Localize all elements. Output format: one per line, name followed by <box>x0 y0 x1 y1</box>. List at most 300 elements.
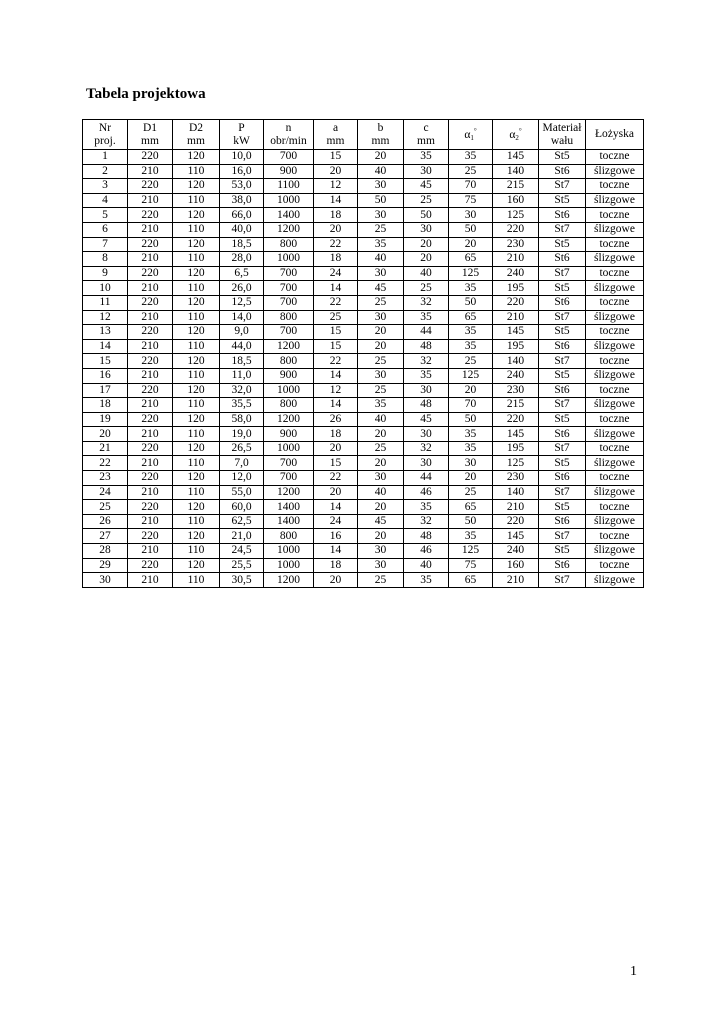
cell-bearings: toczne <box>586 471 644 486</box>
cell-alpha1: 25 <box>449 164 493 179</box>
cell-material: St7 <box>539 179 586 194</box>
cell-power: 55,0 <box>220 485 264 500</box>
header-rpm <box>264 120 314 150</box>
cell-bearings: ślizgowe <box>586 252 644 267</box>
cell-nr: 17 <box>83 383 128 398</box>
cell-d1: 210 <box>128 339 173 354</box>
cell-alpha2: 215 <box>493 398 539 413</box>
header-label: D1 <box>142 121 158 134</box>
cell-bearings: ślizgowe <box>586 485 644 500</box>
header-label-2: wału <box>550 134 574 147</box>
cell-material: St5 <box>539 544 586 559</box>
cell-alpha2: 210 <box>493 310 539 325</box>
table-row <box>83 500 644 515</box>
cell-nr: 27 <box>83 529 128 544</box>
cell-b: 25 <box>358 295 404 310</box>
cell-alpha1: 70 <box>449 398 493 413</box>
cell-nr: 22 <box>83 456 128 471</box>
cell-rpm: 700 <box>264 325 314 340</box>
header-label: b <box>377 121 384 134</box>
cell-a: 22 <box>314 354 358 369</box>
table-row <box>83 266 644 281</box>
cell-rpm: 800 <box>264 310 314 325</box>
header-nr-proj <box>83 120 128 150</box>
cell-a: 26 <box>314 412 358 427</box>
cell-power: 26,0 <box>220 281 264 296</box>
cell-d2: 120 <box>173 500 220 515</box>
cell-d2: 110 <box>173 339 220 354</box>
cell-nr: 23 <box>83 471 128 486</box>
cell-material: St6 <box>539 339 586 354</box>
table-row <box>83 150 644 165</box>
cell-nr: 19 <box>83 412 128 427</box>
cell-a: 24 <box>314 266 358 281</box>
cell-power: 35,5 <box>220 398 264 413</box>
cell-alpha1: 35 <box>449 325 493 340</box>
cell-d2: 120 <box>173 529 220 544</box>
cell-bearings: ślizgowe <box>586 281 644 296</box>
cell-b: 30 <box>358 368 404 383</box>
cell-d1: 210 <box>128 310 173 325</box>
cell-bearings: ślizgowe <box>586 193 644 208</box>
cell-material: St5 <box>539 368 586 383</box>
cell-alpha2: 160 <box>493 193 539 208</box>
cell-a: 18 <box>314 252 358 267</box>
cell-bearings: ślizgowe <box>586 368 644 383</box>
cell-rpm: 1000 <box>264 441 314 456</box>
cell-alpha2: 240 <box>493 266 539 281</box>
cell-alpha1: 50 <box>449 514 493 529</box>
cell-d2: 110 <box>173 485 220 500</box>
cell-bearings: toczne <box>586 354 644 369</box>
cell-c: 46 <box>404 485 449 500</box>
cell-rpm: 1200 <box>264 339 314 354</box>
cell-power: 9,0 <box>220 325 264 340</box>
cell-material: St7 <box>539 354 586 369</box>
cell-d2: 120 <box>173 471 220 486</box>
cell-a: 14 <box>314 544 358 559</box>
cell-d1: 210 <box>128 281 173 296</box>
cell-c: 35 <box>404 573 449 588</box>
cell-material: St7 <box>539 529 586 544</box>
cell-c: 44 <box>404 471 449 486</box>
cell-c: 30 <box>404 164 449 179</box>
cell-rpm: 800 <box>264 398 314 413</box>
cell-nr: 3 <box>83 179 128 194</box>
cell-rpm: 700 <box>264 456 314 471</box>
cell-power: 38,0 <box>220 193 264 208</box>
cell-alpha2: 140 <box>493 164 539 179</box>
table-row <box>83 222 644 237</box>
cell-d2: 120 <box>173 441 220 456</box>
cell-b: 45 <box>358 281 404 296</box>
cell-d1: 220 <box>128 325 173 340</box>
header-alpha2 <box>493 120 539 150</box>
cell-d2: 120 <box>173 150 220 165</box>
cell-alpha1: 75 <box>449 193 493 208</box>
cell-alpha2: 210 <box>493 500 539 515</box>
cell-material: St6 <box>539 295 586 310</box>
cell-rpm: 700 <box>264 281 314 296</box>
cell-rpm: 1400 <box>264 514 314 529</box>
cell-nr: 8 <box>83 252 128 267</box>
header-label: Łożyska <box>595 128 634 140</box>
cell-alpha1: 65 <box>449 573 493 588</box>
cell-d2: 120 <box>173 558 220 573</box>
cell-d2: 120 <box>173 208 220 223</box>
cell-b: 35 <box>358 398 404 413</box>
cell-d2: 110 <box>173 573 220 588</box>
table-row <box>83 529 644 544</box>
cell-b: 40 <box>358 485 404 500</box>
cell-c: 50 <box>404 208 449 223</box>
cell-bearings: toczne <box>586 208 644 223</box>
cell-a: 14 <box>314 398 358 413</box>
cell-b: 30 <box>358 471 404 486</box>
header-d1 <box>128 120 173 150</box>
cell-material: St7 <box>539 222 586 237</box>
cell-a: 20 <box>314 164 358 179</box>
cell-d2: 110 <box>173 164 220 179</box>
cell-power: 6,5 <box>220 266 264 281</box>
cell-alpha2: 145 <box>493 427 539 442</box>
cell-d1: 220 <box>128 441 173 456</box>
table-row <box>83 368 644 383</box>
cell-c: 35 <box>404 368 449 383</box>
cell-nr: 26 <box>83 514 128 529</box>
cell-power: 7,0 <box>220 456 264 471</box>
cell-bearings: ślizgowe <box>586 164 644 179</box>
cell-nr: 1 <box>83 150 128 165</box>
cell-d1: 220 <box>128 295 173 310</box>
cell-d1: 210 <box>128 485 173 500</box>
cell-c: 48 <box>404 339 449 354</box>
cell-bearings: toczne <box>586 383 644 398</box>
cell-b: 30 <box>358 558 404 573</box>
cell-alpha1: 20 <box>449 471 493 486</box>
cell-power: 12,5 <box>220 295 264 310</box>
cell-material: St5 <box>539 456 586 471</box>
cell-a: 20 <box>314 222 358 237</box>
header-unit: mm <box>141 134 159 147</box>
header-a <box>314 120 358 150</box>
cell-b: 30 <box>358 544 404 559</box>
cell-b: 35 <box>358 237 404 252</box>
cell-d2: 110 <box>173 427 220 442</box>
header-unit: proj. <box>94 134 116 147</box>
table-row <box>83 456 644 471</box>
cell-b: 20 <box>358 500 404 515</box>
table-row <box>83 573 644 588</box>
cell-b: 30 <box>358 179 404 194</box>
table-row <box>83 471 644 486</box>
cell-c: 30 <box>404 456 449 471</box>
cell-nr: 15 <box>83 354 128 369</box>
cell-c: 45 <box>404 179 449 194</box>
cell-material: St6 <box>539 427 586 442</box>
table-row <box>83 325 644 340</box>
cell-a: 14 <box>314 500 358 515</box>
cell-a: 15 <box>314 325 358 340</box>
cell-alpha1: 65 <box>449 252 493 267</box>
cell-alpha1: 50 <box>449 295 493 310</box>
cell-bearings: ślizgowe <box>586 514 644 529</box>
cell-alpha2: 215 <box>493 179 539 194</box>
cell-c: 35 <box>404 500 449 515</box>
cell-a: 15 <box>314 456 358 471</box>
cell-bearings: toczne <box>586 558 644 573</box>
table-row <box>83 354 644 369</box>
cell-d2: 110 <box>173 281 220 296</box>
cell-alpha1: 125 <box>449 544 493 559</box>
table-row <box>83 441 644 456</box>
cell-rpm: 800 <box>264 237 314 252</box>
table-row <box>83 310 644 325</box>
table-row <box>83 193 644 208</box>
cell-rpm: 900 <box>264 427 314 442</box>
cell-b: 20 <box>358 325 404 340</box>
cell-rpm: 1000 <box>264 252 314 267</box>
cell-power: 11,0 <box>220 368 264 383</box>
cell-c: 32 <box>404 514 449 529</box>
cell-bearings: toczne <box>586 295 644 310</box>
cell-b: 20 <box>358 150 404 165</box>
table-row <box>83 383 644 398</box>
cell-d2: 110 <box>173 252 220 267</box>
cell-power: 18,5 <box>220 237 264 252</box>
cell-bearings: toczne <box>586 237 644 252</box>
cell-rpm: 700 <box>264 150 314 165</box>
cell-nr: 16 <box>83 368 128 383</box>
cell-d2: 110 <box>173 456 220 471</box>
cell-d1: 220 <box>128 500 173 515</box>
cell-b: 25 <box>358 441 404 456</box>
cell-d1: 220 <box>128 471 173 486</box>
cell-d2: 120 <box>173 179 220 194</box>
table-row <box>83 558 644 573</box>
cell-material: St7 <box>539 310 586 325</box>
cell-bearings: toczne <box>586 441 644 456</box>
cell-b: 25 <box>358 573 404 588</box>
cell-bearings: ślizgowe <box>586 456 644 471</box>
cell-c: 40 <box>404 558 449 573</box>
cell-d1: 220 <box>128 354 173 369</box>
cell-nr: 9 <box>83 266 128 281</box>
cell-bearings: ślizgowe <box>586 573 644 588</box>
cell-d1: 220 <box>128 266 173 281</box>
table-row <box>83 237 644 252</box>
header-unit: mm <box>371 134 390 147</box>
header-b <box>358 120 404 150</box>
alpha2-symbol: $\alpha_2^\circ$ <box>509 126 522 142</box>
cell-rpm: 700 <box>264 266 314 281</box>
cell-nr: 12 <box>83 310 128 325</box>
cell-power: 30,5 <box>220 573 264 588</box>
cell-bearings: toczne <box>586 500 644 515</box>
table-row <box>83 208 644 223</box>
header-c <box>404 120 449 150</box>
cell-d1: 220 <box>128 412 173 427</box>
cell-power: 21,0 <box>220 529 264 544</box>
cell-material: St7 <box>539 485 586 500</box>
cell-alpha1: 20 <box>449 237 493 252</box>
cell-alpha2: 240 <box>493 368 539 383</box>
cell-d1: 220 <box>128 383 173 398</box>
cell-a: 22 <box>314 237 358 252</box>
cell-alpha1: 35 <box>449 529 493 544</box>
cell-alpha2: 145 <box>493 325 539 340</box>
cell-rpm: 1000 <box>264 544 314 559</box>
cell-power: 32,0 <box>220 383 264 398</box>
cell-power: 40,0 <box>220 222 264 237</box>
cell-d1: 210 <box>128 252 173 267</box>
cell-d2: 110 <box>173 310 220 325</box>
cell-b: 45 <box>358 514 404 529</box>
cell-alpha2: 220 <box>493 295 539 310</box>
cell-b: 20 <box>358 456 404 471</box>
cell-alpha1: 50 <box>449 222 493 237</box>
cell-d1: 210 <box>128 514 173 529</box>
cell-power: 26,5 <box>220 441 264 456</box>
cell-alpha2: 195 <box>493 281 539 296</box>
cell-alpha1: 25 <box>449 485 493 500</box>
cell-c: 35 <box>404 150 449 165</box>
cell-d2: 110 <box>173 514 220 529</box>
design-table <box>82 119 644 588</box>
table-header <box>83 120 644 150</box>
cell-c: 30 <box>404 222 449 237</box>
page-number: 1 <box>630 964 637 979</box>
cell-nr: 28 <box>83 544 128 559</box>
cell-a: 14 <box>314 368 358 383</box>
cell-material: St5 <box>539 281 586 296</box>
cell-material: St6 <box>539 514 586 529</box>
cell-power: 19,0 <box>220 427 264 442</box>
cell-rpm: 700 <box>264 471 314 486</box>
cell-alpha1: 35 <box>449 281 493 296</box>
cell-power: 60,0 <box>220 500 264 515</box>
cell-nr: 6 <box>83 222 128 237</box>
header-unit: obr/min <box>270 134 307 147</box>
header-unit: mm <box>187 134 205 147</box>
cell-a: 12 <box>314 383 358 398</box>
header-unit: mm <box>417 134 435 147</box>
cell-power: 12,0 <box>220 471 264 486</box>
cell-d1: 210 <box>128 164 173 179</box>
cell-a: 15 <box>314 339 358 354</box>
cell-rpm: 1000 <box>264 193 314 208</box>
cell-d1: 210 <box>128 427 173 442</box>
cell-alpha1: 35 <box>449 150 493 165</box>
table-row <box>83 281 644 296</box>
header-label: n <box>285 121 292 134</box>
cell-c: 48 <box>404 398 449 413</box>
header-label: Nr <box>98 121 112 134</box>
cell-d2: 110 <box>173 222 220 237</box>
header-alpha1 <box>449 120 493 150</box>
table-row <box>83 427 644 442</box>
cell-rpm: 1400 <box>264 208 314 223</box>
cell-alpha2: 210 <box>493 252 539 267</box>
cell-b: 25 <box>358 222 404 237</box>
table-row <box>83 544 644 559</box>
cell-a: 20 <box>314 441 358 456</box>
cell-a: 25 <box>314 310 358 325</box>
cell-c: 44 <box>404 325 449 340</box>
cell-power: 14,0 <box>220 310 264 325</box>
cell-a: 22 <box>314 295 358 310</box>
cell-nr: 7 <box>83 237 128 252</box>
cell-nr: 5 <box>83 208 128 223</box>
cell-a: 20 <box>314 573 358 588</box>
cell-material: St7 <box>539 441 586 456</box>
cell-b: 20 <box>358 529 404 544</box>
cell-c: 32 <box>404 295 449 310</box>
cell-a: 20 <box>314 485 358 500</box>
cell-a: 14 <box>314 281 358 296</box>
cell-nr: 14 <box>83 339 128 354</box>
cell-d1: 210 <box>128 222 173 237</box>
cell-rpm: 1000 <box>264 558 314 573</box>
header-label: c <box>423 121 429 134</box>
cell-nr: 24 <box>83 485 128 500</box>
cell-alpha1: 20 <box>449 383 493 398</box>
cell-c: 46 <box>404 544 449 559</box>
header-label: Materiał <box>542 121 582 134</box>
cell-material: St6 <box>539 252 586 267</box>
cell-alpha2: 230 <box>493 237 539 252</box>
cell-nr: 18 <box>83 398 128 413</box>
cell-power: 58,0 <box>220 412 264 427</box>
cell-nr: 25 <box>83 500 128 515</box>
header-shaft-material <box>539 120 586 150</box>
cell-rpm: 800 <box>264 529 314 544</box>
cell-alpha2: 125 <box>493 208 539 223</box>
cell-rpm: 1200 <box>264 222 314 237</box>
table-body <box>83 150 644 588</box>
cell-alpha1: 75 <box>449 558 493 573</box>
cell-material: St5 <box>539 412 586 427</box>
cell-b: 25 <box>358 354 404 369</box>
cell-d1: 220 <box>128 208 173 223</box>
cell-a: 18 <box>314 208 358 223</box>
cell-bearings: toczne <box>586 150 644 165</box>
cell-a: 18 <box>314 558 358 573</box>
cell-d1: 210 <box>128 456 173 471</box>
cell-rpm: 1200 <box>264 485 314 500</box>
cell-b: 20 <box>358 339 404 354</box>
cell-power: 66,0 <box>220 208 264 223</box>
cell-bearings: ślizgowe <box>586 544 644 559</box>
cell-material: St6 <box>539 383 586 398</box>
cell-material: St6 <box>539 558 586 573</box>
cell-rpm: 1200 <box>264 573 314 588</box>
cell-bearings: ślizgowe <box>586 427 644 442</box>
cell-alpha1: 30 <box>449 208 493 223</box>
cell-c: 48 <box>404 529 449 544</box>
cell-bearings: ślizgowe <box>586 310 644 325</box>
cell-c: 20 <box>404 252 449 267</box>
cell-alpha2: 145 <box>493 150 539 165</box>
cell-d2: 120 <box>173 354 220 369</box>
cell-d2: 120 <box>173 237 220 252</box>
cell-d1: 220 <box>128 558 173 573</box>
cell-alpha2: 210 <box>493 573 539 588</box>
cell-b: 25 <box>358 383 404 398</box>
table-row <box>83 252 644 267</box>
cell-alpha1: 50 <box>449 412 493 427</box>
cell-rpm: 1000 <box>264 383 314 398</box>
